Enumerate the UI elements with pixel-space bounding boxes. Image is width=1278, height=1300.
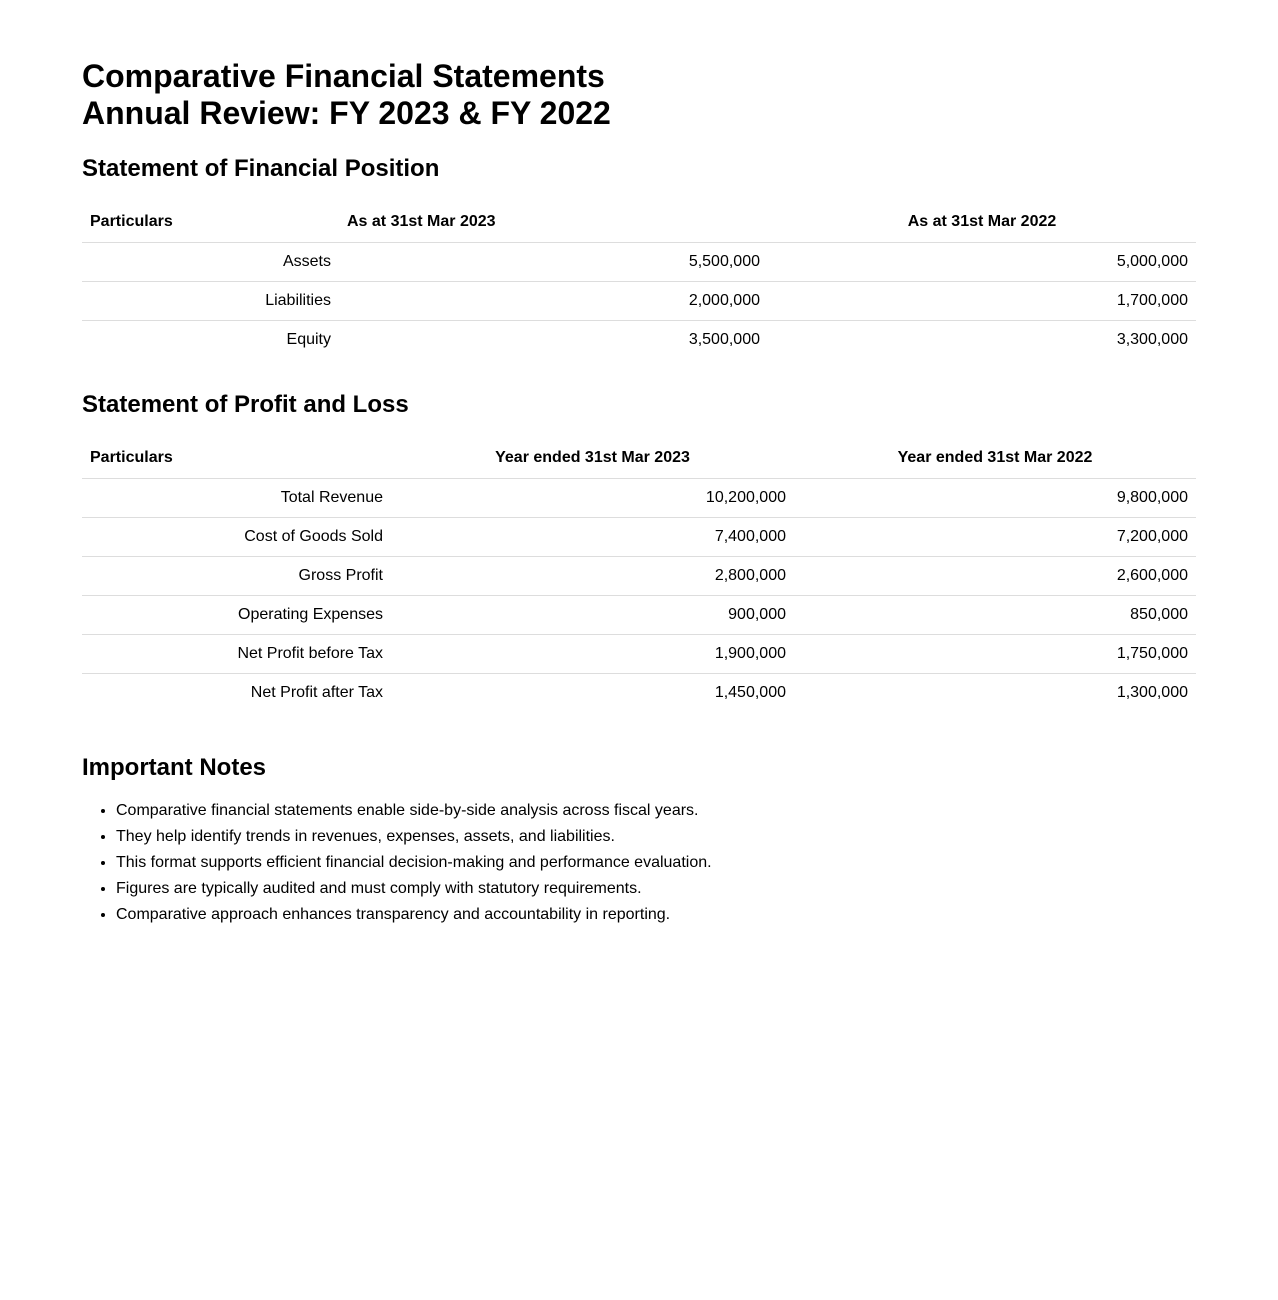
table-row bbox=[82, 243, 1196, 282]
value-2023: 3,500,000 bbox=[688, 331, 760, 348]
document bbox=[82, 58, 1196, 928]
row-label: Net Profit after Tax bbox=[250, 684, 383, 701]
notes-list bbox=[82, 798, 1196, 928]
list-item: • They help identify trends in revenues, expenses, assets, and liabilities. bbox=[116, 824, 1196, 850]
value-2023: 900,000 bbox=[391, 596, 794, 635]
row-label: Assets bbox=[82, 243, 339, 282]
value-2023: 7,400,000 bbox=[391, 518, 794, 557]
value-2022: 7,200,000 bbox=[794, 518, 1196, 557]
value-2023: 10,200,000 bbox=[391, 479, 794, 518]
table-row bbox=[82, 596, 1196, 635]
column-header-particulars: Particulars bbox=[82, 202, 339, 243]
row-label: Cost of Goods Sold bbox=[82, 518, 391, 557]
list-item: • Comparative financial statements enable side-by-side analysis across fiscal years. bbox=[116, 798, 1196, 824]
row-label: Liabilities bbox=[82, 282, 339, 321]
column-header-2022: As at 31st Mar 2022 bbox=[768, 202, 1196, 243]
row-label: Total Revenue bbox=[82, 479, 391, 518]
financial-position-table bbox=[82, 202, 1196, 359]
table-row bbox=[82, 674, 1196, 713]
list-item: • Comparative approach enhances transparency and accountability in reporting. bbox=[116, 902, 1196, 928]
value-2022: 1,700,000 bbox=[768, 282, 1196, 321]
value-2022: 5,000,000 bbox=[768, 243, 1196, 282]
page-title bbox=[82, 58, 1196, 132]
row-label: Equity bbox=[286, 331, 331, 348]
table-header-row bbox=[82, 438, 1196, 479]
value-2023: 1,900,000 bbox=[391, 635, 794, 674]
notes-heading: Important Notes bbox=[82, 754, 267, 781]
column-header-2023: Year ended 31st Mar 2023 bbox=[391, 438, 794, 479]
row-label: Operating Expenses bbox=[82, 596, 391, 635]
column-header-particulars: Particulars bbox=[82, 438, 391, 479]
table-header-row bbox=[82, 202, 1196, 243]
value-2023: 5,500,000 bbox=[339, 243, 768, 282]
list-item: • Figures are typically audited and must comply with statutory requirements. bbox=[116, 876, 1196, 902]
value-2023: 1,450,000 bbox=[714, 684, 786, 701]
list-item: • This format supports efficient financial decision-making and performance evaluation. bbox=[116, 850, 1196, 876]
row-label: Net Profit before Tax bbox=[82, 635, 391, 674]
table-row bbox=[82, 479, 1196, 518]
column-header-2023: As at 31st Mar 2023 bbox=[339, 202, 768, 243]
value-2023: 2,800,000 bbox=[391, 557, 794, 596]
profit-loss-table bbox=[82, 438, 1196, 712]
table-row bbox=[82, 282, 1196, 321]
profit-loss-heading: Statement of Profit and Loss bbox=[82, 391, 409, 418]
row-label: Gross Profit bbox=[82, 557, 391, 596]
table-row bbox=[82, 321, 1196, 360]
title-line-2: Annual Review: FY 2023 & FY 2022 bbox=[82, 95, 611, 131]
value-2023: 2,000,000 bbox=[339, 282, 768, 321]
column-header-2022: Year ended 31st Mar 2022 bbox=[794, 438, 1196, 479]
value-2022: 9,800,000 bbox=[794, 479, 1196, 518]
value-2022: 850,000 bbox=[794, 596, 1196, 635]
value-2022: 1,750,000 bbox=[794, 635, 1196, 674]
value-2022: 2,600,000 bbox=[794, 557, 1196, 596]
value-2022: 3,300,000 bbox=[1116, 331, 1188, 348]
table-row bbox=[82, 557, 1196, 596]
title-line-1: Comparative Financial Statements bbox=[82, 58, 605, 94]
financial-position-heading: Statement of Financial Position bbox=[82, 155, 440, 182]
table-row bbox=[82, 518, 1196, 557]
table-row bbox=[82, 635, 1196, 674]
value-2022: 1,300,000 bbox=[1116, 684, 1188, 701]
